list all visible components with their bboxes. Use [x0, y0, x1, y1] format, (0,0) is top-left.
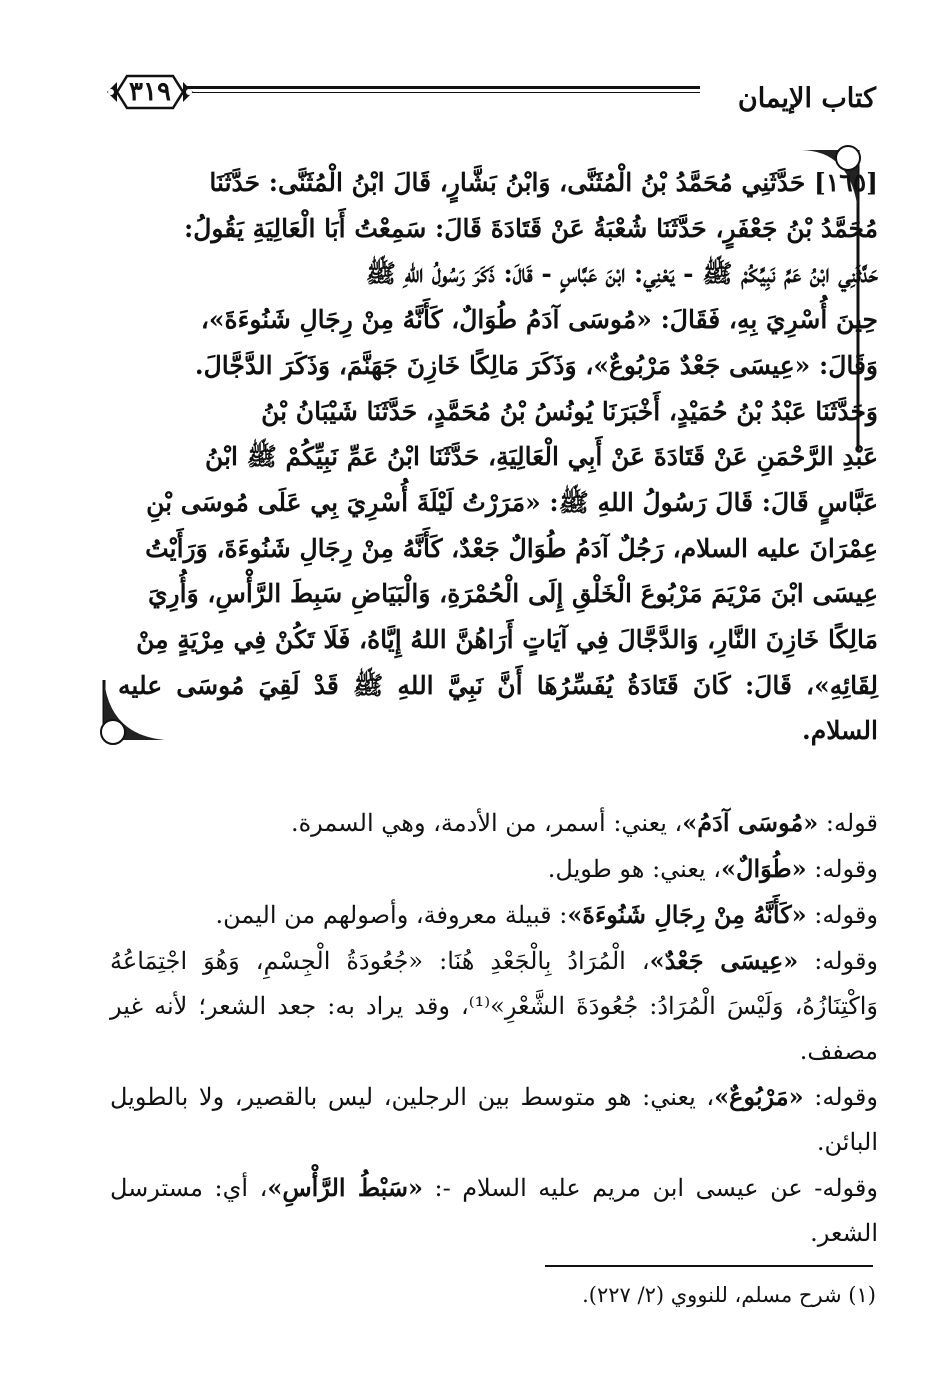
commentary-lead: وقوله:	[806, 901, 878, 929]
commentary-term: «مَرْبُوعٌ»	[714, 1082, 804, 1111]
page-number: ٣١٩	[129, 77, 171, 107]
commentary	[110, 800, 878, 1256]
commentary-term: «سَبْطُ الرَّأْسِ»	[267, 1173, 423, 1202]
commentary-lead: وقوله:	[798, 947, 879, 975]
commentary-paragraph	[110, 1165, 878, 1256]
commentary-explanation: ، يعني: هو متوسط بين الرجلين، ليس بالقصير، ولا بالطويل البائن.	[110, 1083, 878, 1156]
commentary-explanation: : قبيلة معروفة، وأصولهم من اليمن.	[215, 901, 568, 929]
commentary-paragraph	[110, 892, 878, 938]
hadith-line: عِيسَى ابْنَ مَرْيَمَ مَرْبُوعَ الْخَلْقِ إِلَى الْحُمْرَةِ، وَالْبَيَاضِ سَبِطَ الرَّأْسِ، وَأُرِيَ	[147, 579, 878, 609]
hadith-line: [١٦٥] حَدَّثَنِي مُحَمَّدُ بْنُ الْمُثَنَّى، وَابْنُ بَشَّارٍ، قَالَ ابْنُ الْمُثَنَّى: حَدَّثَنَا	[209, 168, 878, 197]
commentary-explanation: ، يعني: هو طويل.	[547, 855, 722, 883]
commentary-lead: وقوله:	[806, 855, 878, 883]
hadith-line: عَبَّاسٍ قَالَ: قَالَ رَسُولُ اللهِ ﷺ: «مَرَرْتُ لَيْلَةَ أُسْرِيَ بِي عَلَى مُوسَى بْنِ	[146, 487, 878, 517]
commentary-explanation: ، الْمُرَادُ بِالْجَعْدِ هُنَا: «جُعُودَةُ الْجِسْمِ، وَهُوَ اجْتِمَاعُهُ وَاكْتِنَازُهُ، وَلَيْسَ الْمُرَادُ: جُعُودَةَ الشَّعْرِ»⁽¹⁾، وقد يراد به: جعد الشعر؛ لأنه غير مصفف.	[110, 947, 878, 1065]
hadith-line: لِقَائِهِ»، قَالَ: كَانَ قَتَادَةُ يُفَسِّرُهَا أَنَّ نَبِيَّ اللهِ ﷺ قَدْ لَقِيَ مُوسَى عليه السلام.	[118, 670, 878, 746]
commentary-explanation: ، أي: مسترسل الشعر.	[110, 1174, 878, 1247]
footnote: (١) شرح مسلم، للنووي (٢/ ٢٢٧).	[582, 1283, 876, 1307]
commentary-term: «كَأَنَّهُ مِنْ رِجَالِ شَنُوءَةَ»	[567, 900, 807, 929]
commentary-lead: وقوله:	[803, 1083, 878, 1111]
footnote-rule	[545, 1265, 873, 1267]
commentary-paragraph	[110, 800, 878, 846]
commentary-paragraph	[110, 846, 878, 892]
commentary-lead: وقوله- عن عيسى ابن مريم عليه السلام -:	[422, 1174, 878, 1202]
commentary-explanation: ، يعني: أسمر، من الأدمة، وهي السمرة.	[290, 809, 683, 837]
hadith-line: حِينَ أُسْرِيَ بِهِ، فَقَالَ: «مُوسَى آدَمُ طُوَالٌ، كَأَنَّهُ مِنْ رِجَالِ شَنُوءَةَ»،	[200, 305, 878, 335]
commentary-lead: قوله:	[818, 809, 878, 837]
hadith-line: عِمْرَانَ عليه السلام، رَجُلٌ آدَمُ طُوَالٌ جَعْدٌ، كَأَنَّهُ مِنْ رِجَالِ شَنُوءَةَ، وَرَأَيْتُ	[145, 533, 878, 563]
commentary-term: «طُوَالٌ»	[721, 854, 807, 883]
hadith-line: وَقَالَ: «عِيسَى جَعْدٌ مَرْبُوعٌ»، وَذَكَرَ مَالِكًا خَازِنَ جَهَنَّمَ، وَذَكَرَ الدَّجَّالَ.	[194, 350, 878, 380]
hadith-line: وَحَدَّثَنَا عَبْدُ بْنُ حُمَيْدٍ، أَخْبَرَنَا يُونُسُ بْنُ مُحَمَّدٍ، حَدَّثَنَا شَيْبَانُ بْنُ	[261, 396, 878, 426]
hadith-line: مُحَمَّدُ بْنُ جَعْفَرٍ، حَدَّثَنَا شُعْبَةُ عَنْ قَتَادَةَ قَالَ: سَمِعْتُ أَبَا الْعَالِيَةِ يَقُولُ:	[183, 213, 878, 243]
hadith-text	[118, 160, 878, 754]
hadith-line: مَالِكًا خَازِنَ النَّارِ، وَالدَّجَّالَ فِي آيَاتٍ أَرَاهُنَّ اللهُ إِيَّاهُ، فَلَا تَكُنْ فِي مِرْيَةٍ مِنْ	[136, 625, 878, 655]
hadith-line: حَدَّثَنِي ابْنُ عَمِّ نَبِيِّكُمْ ﷺ - يَعْنِي: ابْنَ عَبَّاسٍ - قَالَ: ذَكَرَ رَسُولُ اللهِ ﷺ	[365, 259, 878, 289]
hadith-line: عَبْدِ الرَّحْمَنِ عَنْ قَتَادَةَ عَنْ أَبِي الْعَالِيَةِ، حَدَّثَنَا ابْنُ عَمِّ نَبِيِّكُمْ ﷺ ابْنُ	[205, 442, 878, 472]
commentary-term: «عِيسَى جَعْدٌ»	[649, 946, 799, 975]
book-title: كتاب الإيمان	[737, 83, 876, 114]
commentary-term: «مُوسَى آدَمُ»	[682, 808, 819, 837]
commentary-paragraph	[110, 1074, 878, 1165]
commentary-paragraph	[110, 938, 878, 1074]
